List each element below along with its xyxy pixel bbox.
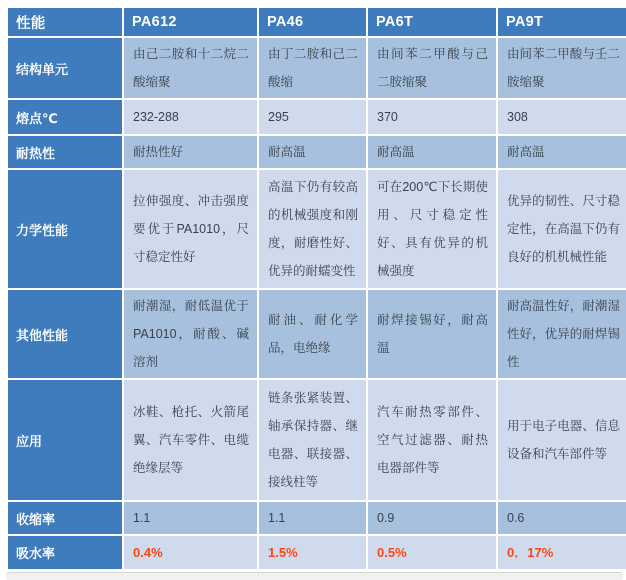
table-row-applications xyxy=(8,380,626,500)
cell: 308 xyxy=(498,100,626,134)
cell: 耐焊接锡好，耐高温 xyxy=(368,290,496,378)
row-label: 力学性能 xyxy=(8,170,122,288)
bottom-divider-bar xyxy=(6,572,623,580)
cell: 由丁二胺和己二酸缩 xyxy=(259,38,366,98)
row-label: 结构单元 xyxy=(8,38,122,98)
cell: 由己二胺和十二烷二酸缩聚 xyxy=(124,38,257,98)
cell: 用于电子电器、信息设备和汽车部件等 xyxy=(498,380,626,500)
cell: 1.1 xyxy=(259,502,366,534)
row-label: 应用 xyxy=(8,380,122,500)
cell: 0.5% xyxy=(368,536,496,569)
cell: 0．17% xyxy=(498,536,626,569)
cell: 耐热性好 xyxy=(124,136,257,168)
row-label: 熔点℃ xyxy=(8,100,122,134)
table-row-melting-point xyxy=(8,100,626,134)
header-pa6t: PA6T xyxy=(368,8,496,36)
polyamide-comparison-table xyxy=(6,6,626,571)
cell: 耐高温 xyxy=(259,136,366,168)
cell: 295 xyxy=(259,100,366,134)
cell: 耐潮湿，耐低温优于PA1010，耐酸、碱溶剂 xyxy=(124,290,257,378)
table-row-water-absorption xyxy=(8,536,626,569)
table-row-shrinkage-rate xyxy=(8,502,626,534)
cell: 高温下仍有较高的机械强度和刚度，耐磨性好、优异的耐蠕变性 xyxy=(259,170,366,288)
cell: 232-288 xyxy=(124,100,257,134)
cell: 耐高温 xyxy=(368,136,496,168)
table-row-structural-unit xyxy=(8,38,626,98)
row-label: 收缩率 xyxy=(8,502,122,534)
header-pa612: PA612 xyxy=(124,8,257,36)
cell: 0.9 xyxy=(368,502,496,534)
cell: 冰鞋、枪托、火箭尾翼、汽车零件、电缆绝缘层等 xyxy=(124,380,257,500)
cell: 370 xyxy=(368,100,496,134)
header-pa9t: PA9T xyxy=(498,8,626,36)
cell: 由间苯二甲酸与己二胺缩聚 xyxy=(368,38,496,98)
cell: 1.1 xyxy=(124,502,257,534)
cell: 优异的韧性、尺寸稳定性，在高温下仍有良好的机机械性能 xyxy=(498,170,626,288)
cell: 0.6 xyxy=(498,502,626,534)
header-performance: 性能 xyxy=(8,8,122,36)
cell: 汽车耐热零部件、空气过滤器、耐热电器部件等 xyxy=(368,380,496,500)
cell: 耐高温 xyxy=(498,136,626,168)
row-label: 耐热性 xyxy=(8,136,122,168)
cell: 链条张紧装置、轴承保持器、继电器、联接器、接线柱等 xyxy=(259,380,366,500)
row-label: 吸水率 xyxy=(8,536,122,569)
cell: 1.5% xyxy=(259,536,366,569)
cell: 可在200℃下长期使用、尺寸稳定性好、具有优异的机械强度 xyxy=(368,170,496,288)
header-row xyxy=(8,8,626,36)
table-row-other-properties xyxy=(8,290,626,378)
cell: 0.4% xyxy=(124,536,257,569)
table-row-mechanical-properties xyxy=(8,170,626,288)
table-row-heat-resistance xyxy=(8,136,626,168)
header-pa46: PA46 xyxy=(259,8,366,36)
cell: 耐高温性好，耐潮湿性好，优异的耐焊锡性 xyxy=(498,290,626,378)
cell: 耐油、耐化学品，电绝缘 xyxy=(259,290,366,378)
cell: 拉伸强度、冲击强度要优于PA1010，尺寸稳定性好 xyxy=(124,170,257,288)
cell: 由间苯二甲酸与壬二胺缩聚 xyxy=(498,38,626,98)
row-label: 其他性能 xyxy=(8,290,122,378)
